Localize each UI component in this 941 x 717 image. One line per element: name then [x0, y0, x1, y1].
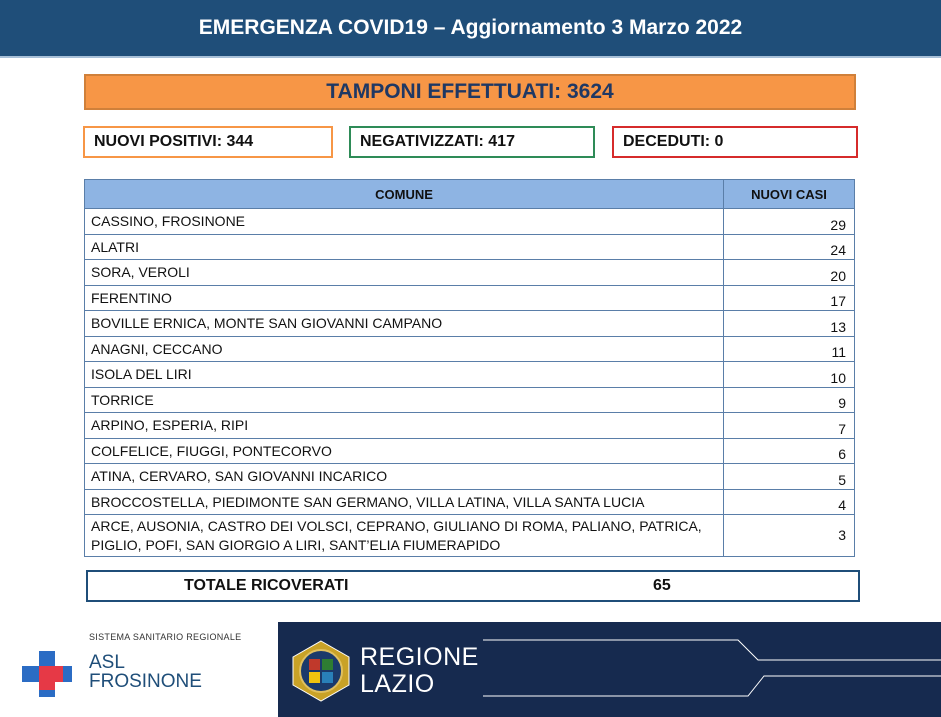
casi-cell: 7 — [724, 413, 855, 439]
table-row — [85, 515, 855, 557]
comune-cell: ATINA, CERVARO, SAN GIOVANNI INCARICO — [85, 464, 724, 490]
asl-subtitle: SISTEMA SANITARIO REGIONALE — [89, 632, 242, 642]
comune-cell: ISOLA DEL LIRI — [85, 362, 724, 388]
comune-cell: ANAGNI, CECCANO — [85, 336, 724, 362]
regione-line-1: REGIONE — [360, 643, 479, 671]
casi-cell: 10 — [724, 362, 855, 388]
asl-line-1: ASL — [89, 652, 125, 673]
nuovi-positivi-box: NUOVI POSITIVI: 344 — [83, 126, 333, 158]
comune-cell: SORA, VEROLI — [85, 260, 724, 286]
table-row — [85, 438, 855, 464]
table-row — [85, 489, 855, 515]
header-divider — [0, 56, 941, 58]
asl-logo-text — [89, 653, 202, 691]
regione-lazio-text — [360, 644, 479, 698]
comune-cell: BOVILLE ERNICA, MONTE SAN GIOVANNI CAMPANO — [85, 311, 724, 337]
table-row — [85, 387, 855, 413]
column-header-comune: COMUNE — [85, 180, 724, 209]
table-row — [85, 285, 855, 311]
table-row — [85, 234, 855, 260]
casi-cell: 5 — [724, 464, 855, 490]
casi-cell: 13 — [724, 311, 855, 337]
medical-cross-icon — [22, 651, 72, 697]
comune-cell: CASSINO, FROSINONE — [85, 209, 724, 235]
comune-cell: BROCCOSTELLA, PIEDIMONTE SAN GERMANO, VILLA LATINA, VILLA SANTA LUCIA — [85, 489, 724, 515]
comune-cell: FERENTINO — [85, 285, 724, 311]
totale-ricoverati-value: 65 — [653, 577, 671, 594]
regione-lazio-emblem-icon — [291, 640, 351, 702]
comune-cell: ALATRI — [85, 234, 724, 260]
table-row — [85, 260, 855, 286]
totale-ricoverati-box — [86, 570, 860, 602]
casi-cell: 6 — [724, 438, 855, 464]
casi-cell: 4 — [724, 489, 855, 515]
comune-cell: TORRICE — [85, 387, 724, 413]
table-row — [85, 464, 855, 490]
casi-cell: 24 — [724, 234, 855, 260]
casi-cell: 20 — [724, 260, 855, 286]
comune-cell: ARCE, AUSONIA, CASTRO DEI VOLSCI, CEPRANO, GIULIANO DI ROMA, PALIANO, PATRICA, PIGLIO, POFI, SAN GIORGIO A LIRI, SANT’ELIA FIUMERAPIDO — [85, 515, 724, 557]
table-header-row — [85, 180, 855, 209]
table-row — [85, 311, 855, 337]
deceduti-box: DECEDUTI: 0 — [612, 126, 858, 158]
table-row — [85, 336, 855, 362]
regione-line-2: LAZIO — [360, 670, 435, 698]
tamponi-banner: TAMPONI EFFETTUATI: 3624 — [84, 74, 856, 110]
column-header-nuovi-casi: NUOVI CASI — [724, 180, 855, 209]
table-row — [85, 209, 855, 235]
comune-cell: COLFELICE, FIUGGI, PONTECORVO — [85, 438, 724, 464]
casi-cell: 3 — [724, 515, 855, 557]
casi-cell: 11 — [724, 336, 855, 362]
table-row — [85, 413, 855, 439]
asl-line-2: FROSINONE — [89, 671, 202, 692]
casi-cell: 9 — [724, 387, 855, 413]
casi-cell: 29 — [724, 209, 855, 235]
negativizzati-box: NEGATIVIZZATI: 417 — [349, 126, 595, 158]
cases-table — [84, 179, 855, 557]
totale-ricoverati-label: TOTALE RICOVERATI — [184, 577, 349, 594]
casi-cell: 17 — [724, 285, 855, 311]
table-row — [85, 362, 855, 388]
comune-cell: ARPINO, ESPERIA, RIPI — [85, 413, 724, 439]
page-title: EMERGENZA COVID19 – Aggiornamento 3 Marzo 2022 — [0, 0, 941, 56]
